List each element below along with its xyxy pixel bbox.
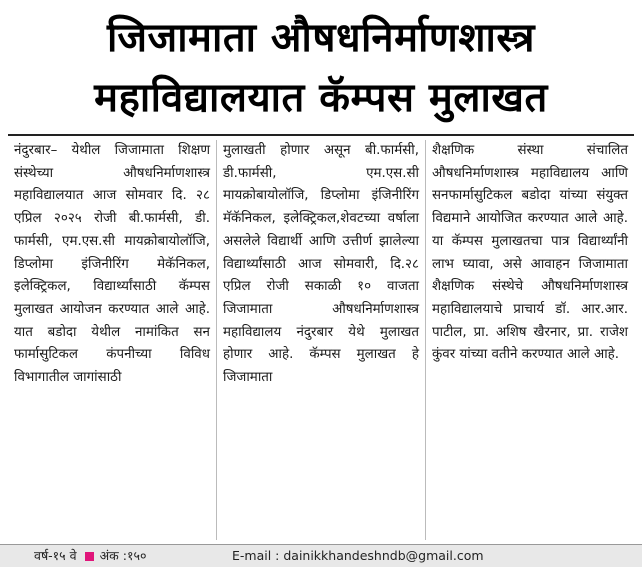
article-column-3 xyxy=(425,140,634,540)
headline-line-2: महाविद्यालयात कॅम्पस मुलाखत xyxy=(94,75,548,121)
footer-email: E-mail : dainikkhandeshndb@gmail.com xyxy=(232,548,484,563)
headline-line-1: जिजामाता औषधनिर्माणशास्त्र xyxy=(106,15,536,61)
footer-bar xyxy=(0,544,642,567)
article-column-3-text: शैक्षणिक संस्था संचालित औषधनिर्माणशास्त्र महाविद्यालय आणि सनफार्मासुटिकल बडोदा यांच्या संयुक्त विद्यमाने आयोजित करण्यात आले आहे. या कॅम्पस मुलाखतचा पात्र विद्यार्थ्यांनी लाभ घ्यावा, असे आवाहन जिजामाता शैक्षणिक संस्थेचे औषधनिर्माणशास्त्र महाविद्यालयाचे प्राचार्य डॉ. आर.आर. पाटील, प्रा. अशिष खैरनार, प्रा. राजेश कुंवर यांच्या वतीने करण्यात आले आहे. xyxy=(432,143,628,363)
article-column-1-text: नंदुरबार– येथील जिजामाता शिक्षण संस्थेच्या औषधनिर्माणशास्त्र महाविद्यालयात आज सोमवार दि. २८ एप्रिल २०२५ रोजी बी.फार्मसी, डी. फार्मसी, एम.एस.सी मायक्रोबायोलॉजि, डिप्लोमा इंजिनीरिंग मेकॅनिकल, इलेक्ट्रिकल, विद्यार्थ्यांसाठी कॅम्पस मुलाखत आयोजन करण्यात आले आहे. यात बडोदा येथील नामांकित सन फार्मासुटिकल कंपनीच्या विविध विभागातील जागांसाठी xyxy=(14,143,210,386)
footer-issue xyxy=(34,545,146,567)
article-column-1 xyxy=(8,140,216,540)
article-column-2-text: मुलाखती होणार असून बी.फार्मसी, डी.फार्मसी, एम.एस.सी मायक्रोबायोलॉजि, डिप्लोमा इंजिनीरिंग मॅकॅनिकल, इलेक्ट्रिकल,शेवटच्या वर्षाला असलेले विद्यार्थी आणि उत्तीर्ण झालेल्या विद्यार्थ्यांसाठी आज सोमवारी, दि.२८ एप्रिल रोजी सकाळी १० वाजता जिजामाता औषधनिर्माणशास्त्र महाविद्यालय नंदुरबार येथे मुलाखत होणार आहे. कॅम्पस मुलाखत हे जिजामाता xyxy=(223,143,419,386)
footer-year: वर्ष-१५ वे xyxy=(34,548,77,563)
footer-issue-number: अंक :१५० xyxy=(99,548,147,563)
headline xyxy=(0,8,642,128)
article-body xyxy=(8,140,634,540)
headline-divider xyxy=(8,134,634,136)
square-bullet-icon xyxy=(85,552,94,561)
article-column-2 xyxy=(216,140,425,540)
